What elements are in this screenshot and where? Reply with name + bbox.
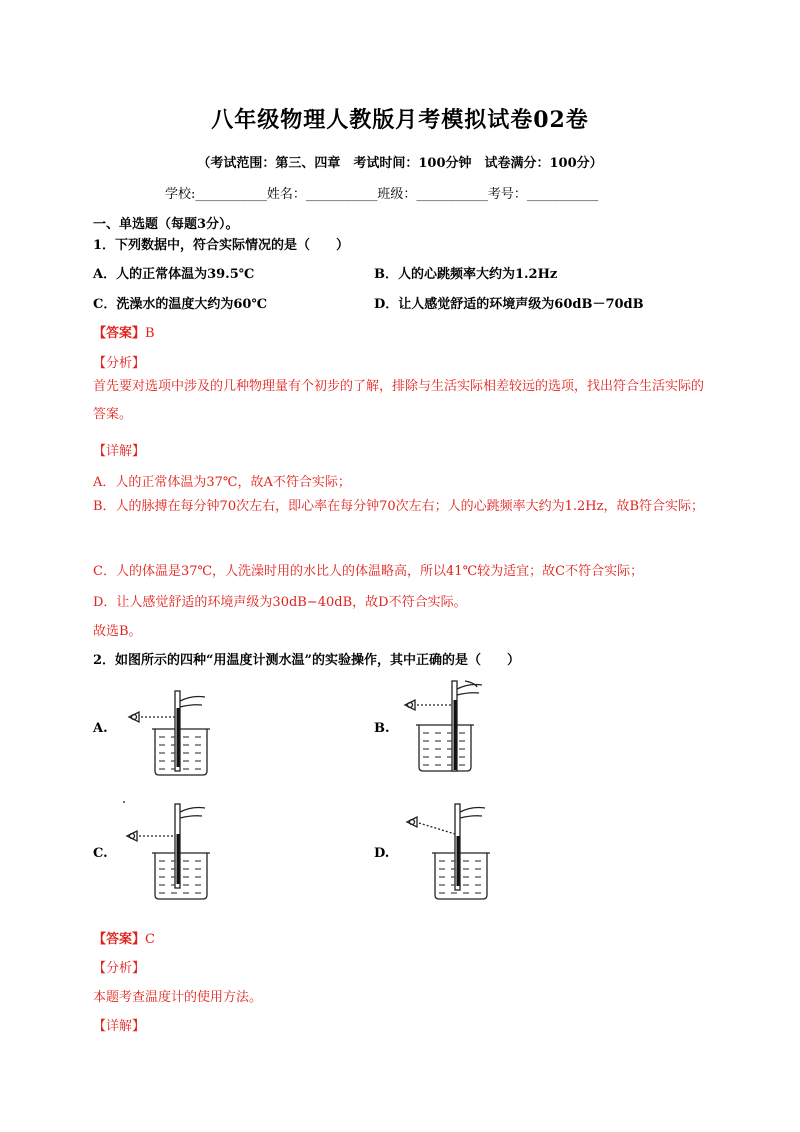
- q1-analysis-label: 【分析】: [93, 356, 146, 371]
- q1-stem: 1．下列数据中，符合实际情况的是（ ）: [93, 238, 350, 253]
- q1-detail-d: D．让人感觉舒适的环境声级为30dB−40dB，故D不符合实际。: [93, 595, 467, 610]
- answer-value: C: [145, 932, 155, 947]
- q2-answer: [93, 928, 155, 947]
- q2-analysis-label: 【分析】: [93, 961, 146, 976]
- q2-detail-label: 【详解】: [93, 1019, 146, 1034]
- q1-option-c: C．洗澡水的温度大约为60℃: [93, 297, 268, 312]
- thermometer-figure-a: [115, 683, 225, 778]
- q1-analysis-text: 首先要对选项中涉及的几种物理量有个初步的了解，排除与生活实际相差较远的选项，找出符合生活实际的答案。: [93, 379, 705, 422]
- q1-conclusion: 故选B。: [93, 624, 142, 639]
- q2-label-a: A.: [93, 721, 108, 736]
- q2-label-c: C.: [93, 846, 108, 861]
- q1-answer: [93, 322, 155, 341]
- q1-detail-label: 【详解】: [93, 444, 146, 459]
- student-info-line: 学校:___________姓名：___________班级：___________考号：___________: [165, 187, 599, 202]
- section-heading: 一、单选题（每题3分）。: [93, 217, 239, 232]
- q1-option-d: D．让人感觉舒适的环境声级为60dB－70dB: [374, 297, 644, 312]
- answer-label: 【答案】: [93, 326, 146, 341]
- thermometer-figure-d: [395, 796, 505, 901]
- exam-subtitle: （考试范围：第三、四章 考试时间：100分钟 试卷满分：100分）: [197, 156, 603, 171]
- page-title: 八年级物理人教版月考模拟试卷02卷: [211, 107, 589, 133]
- q2-label-d: D.: [374, 846, 390, 861]
- thermometer-figure-b: [395, 675, 505, 775]
- q1-detail-b: B．人的脉搏在每分钟70次左右，即心率在每分钟70次左右；人的心跳频率大约为1.2Hz，故B符合实际；: [93, 499, 705, 514]
- q1-detail-c: C．人的体温是37℃，人洗澡时用的水比人的体温略高，所以41℃较为适宜；故C不符合实际；: [93, 564, 644, 579]
- q2-analysis-text: 本题考查温度计的使用方法。: [93, 990, 263, 1005]
- q1-option-b: B．人的心跳频率大约为1.2Hz: [374, 267, 558, 282]
- thermometer-figure-c: [115, 798, 225, 903]
- q2-label-b: B.: [374, 721, 390, 736]
- q1-option-a: A．人的正常体温为39.5℃: [93, 267, 255, 282]
- answer-value: B: [145, 326, 155, 341]
- answer-label: 【答案】: [93, 932, 146, 947]
- q2-stem: 2．如图所示的四种“用温度计测水温”的实验操作，其中正确的是（ ）: [93, 653, 521, 668]
- q1-detail-a: A．人的正常体温为37℃，故A不符合实际；: [93, 475, 351, 490]
